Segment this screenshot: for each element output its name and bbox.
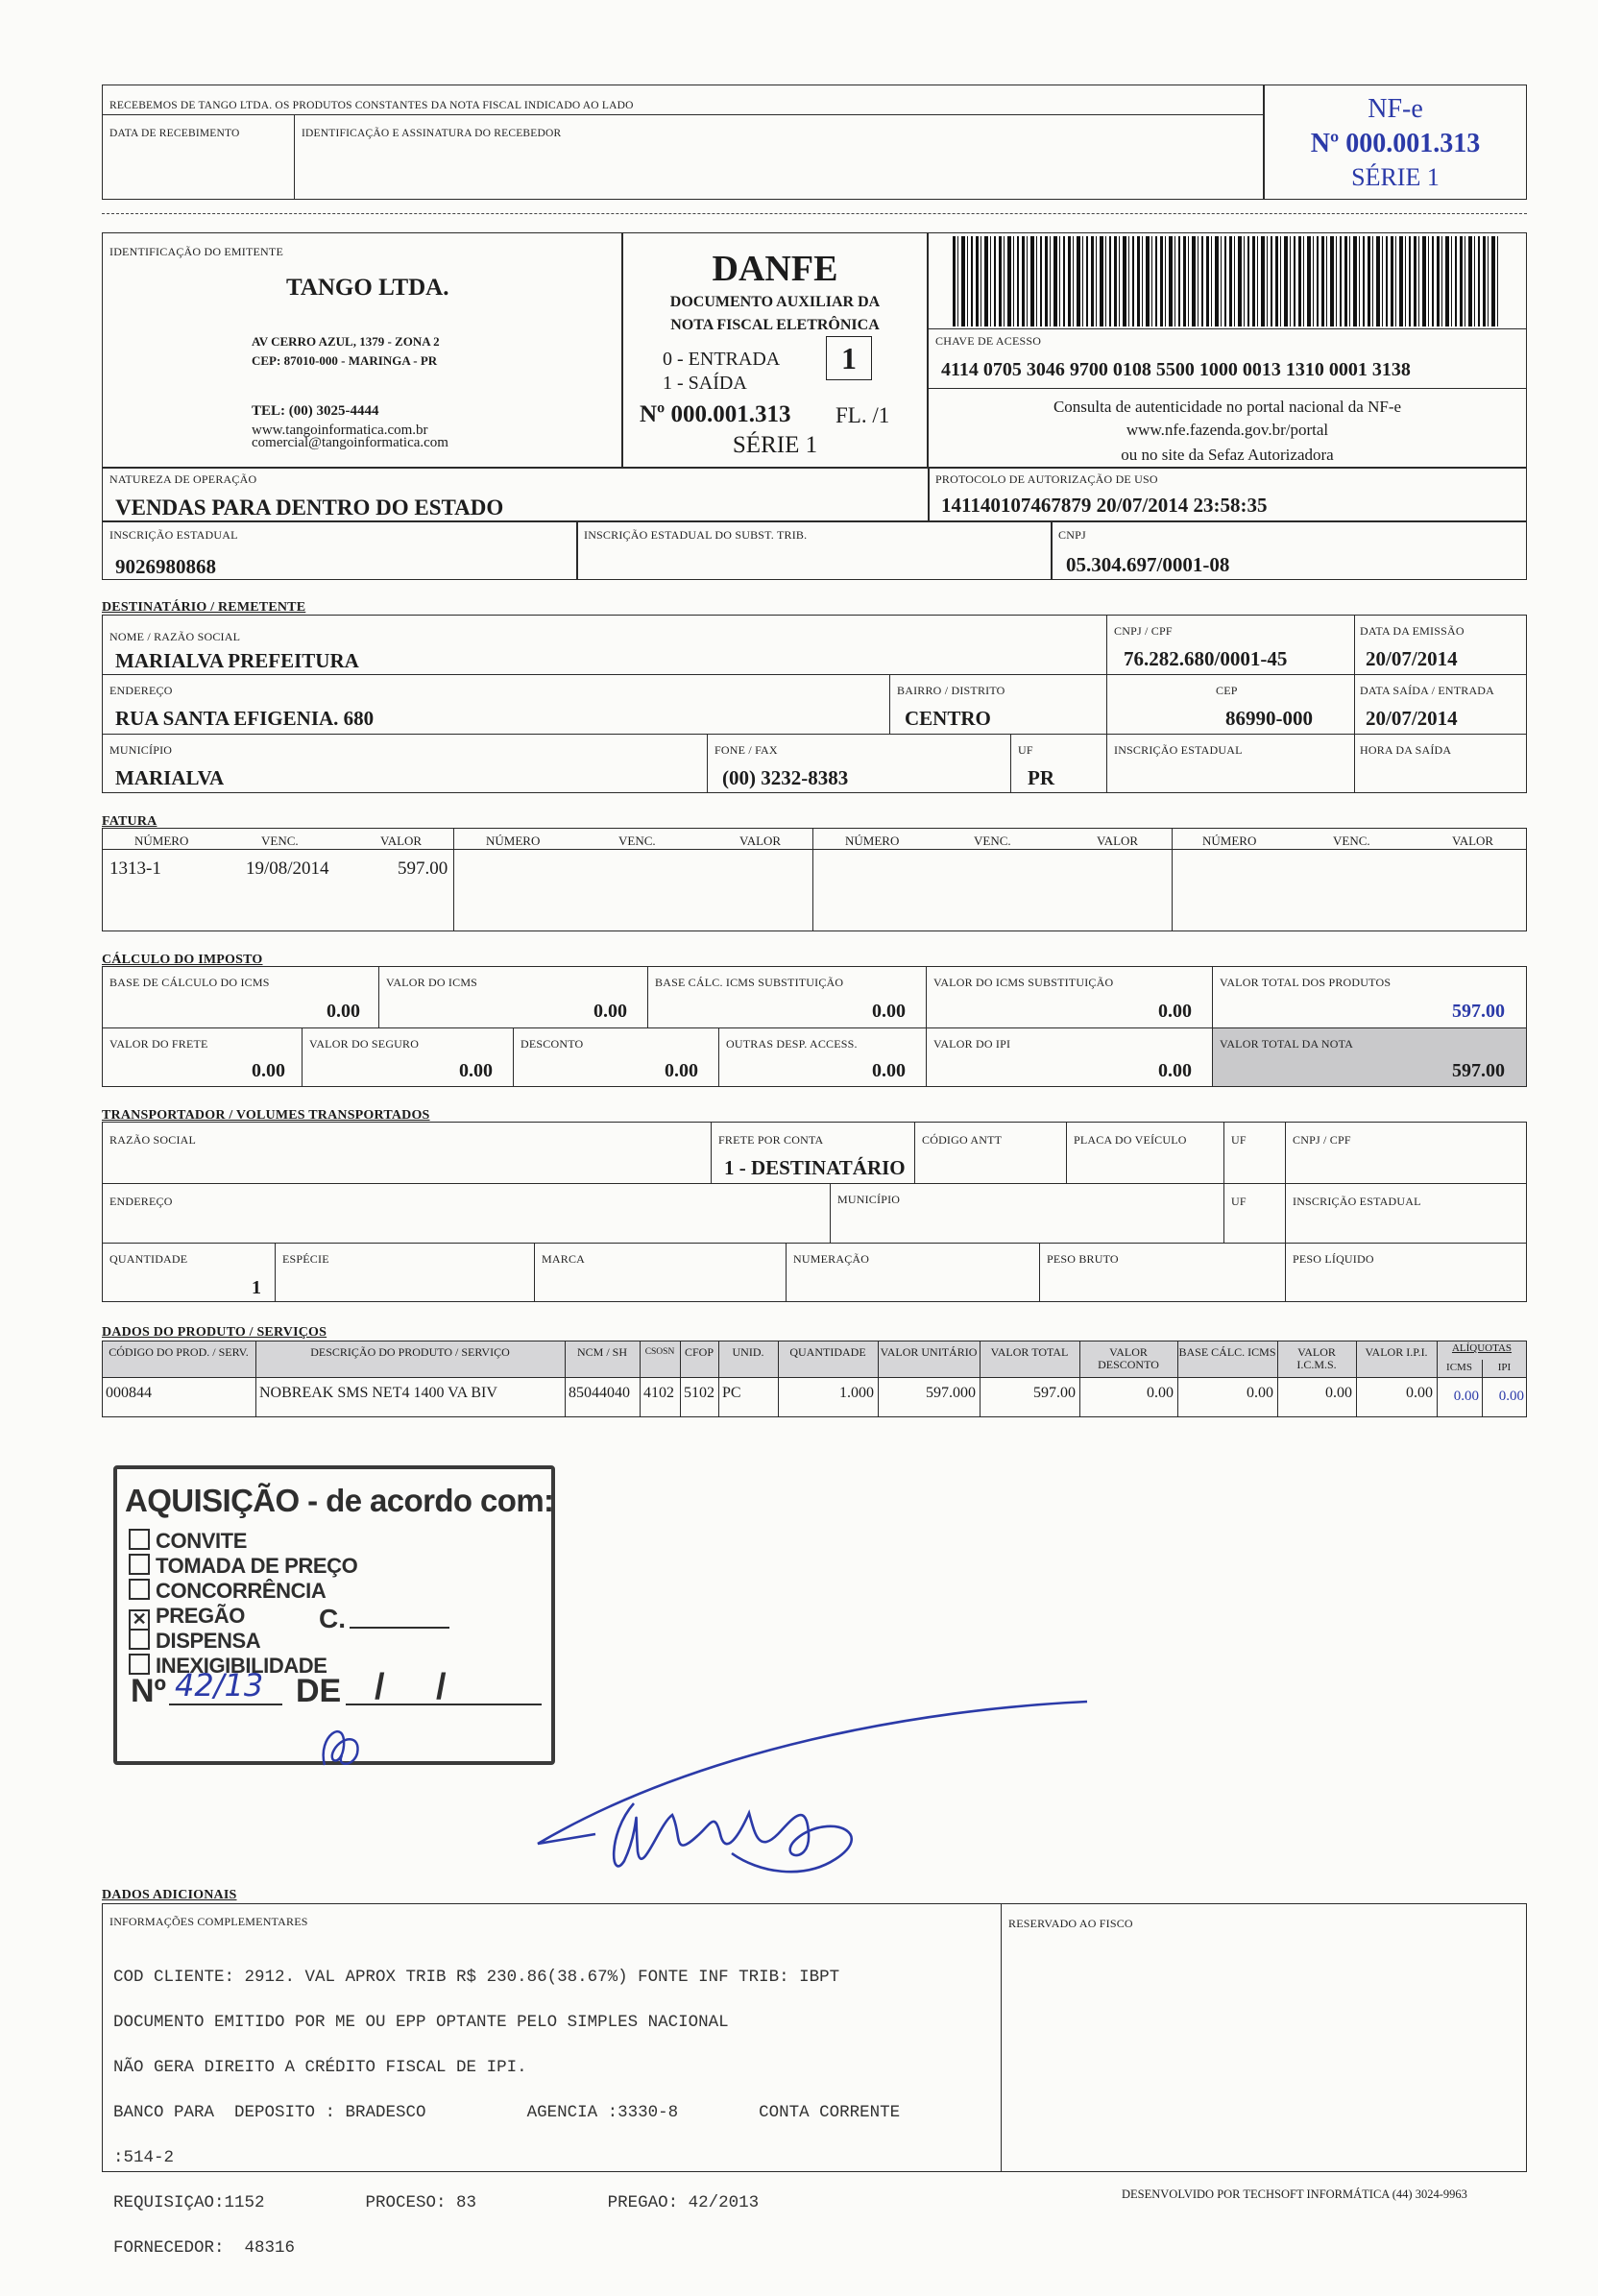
chave-consulta-1: Consulta de autenticidade no portal nacional da NF-e	[1053, 398, 1402, 416]
produtos-cell-descricao: NOBREAK SMS NET4 1400 VA BIV	[259, 1385, 497, 1401]
trans-cnpj-label: CNPJ / CPF	[1293, 1133, 1351, 1147]
carimbo-item	[129, 1529, 247, 1554]
carimbo-item	[129, 1579, 326, 1604]
dest-cnpj-label: CNPJ / CPF	[1114, 624, 1173, 638]
transportador-section: TRANSPORTADOR / VOLUMES TRANSPORTADOS	[102, 1108, 430, 1123]
trans-uf2-label: UF	[1231, 1195, 1247, 1208]
carimbo-item-label: CONCORRÊNCIA	[156, 1579, 327, 1603]
carimbo-c-label: C.	[319, 1604, 346, 1633]
checkbox-icon	[129, 1554, 150, 1575]
footer: DESENVOLVIDO POR TECHSOFT INFORMÁTICA (44) 3024-9963	[1122, 2187, 1467, 2201]
adicionais-info-label: INFORMAÇÕES COMPLEMENTARES	[109, 1915, 308, 1928]
trans-v-5	[1285, 1122, 1286, 1302]
trans-endereco-label: ENDEREÇO	[109, 1195, 173, 1208]
canhoto-nfe: NF-e	[1368, 94, 1423, 124]
dest-nome: MARIALVA PREFEITURA	[115, 649, 359, 672]
bc-icms: 0.00	[327, 1001, 360, 1022]
dest-v-6	[1106, 734, 1107, 793]
dest-row-line-2	[102, 734, 1527, 735]
adicionais-divider	[1001, 1903, 1002, 2172]
checkbox-icon	[129, 1579, 150, 1600]
adicionais-line-4: BANCO PARA DEPOSITO : BRADESCO AGENCIA :3330-8 CONTA CORRENTE	[113, 2102, 901, 2122]
imposto-v-b	[647, 966, 648, 1027]
chave-divider-1	[928, 328, 1527, 329]
desconto: 0.00	[665, 1060, 698, 1081]
dest-municipio-label: MUNICÍPIO	[109, 743, 173, 757]
produtos-header-cfop: CFOP	[684, 1345, 714, 1359]
canhoto-serie: SÉRIE 1	[1351, 163, 1440, 191]
natureza-label: NATUREZA DE OPERAÇÃO	[109, 472, 257, 486]
produtos-cell-a-icms: 0.00	[1453, 1389, 1479, 1404]
trans-v-3	[1066, 1122, 1067, 1183]
produtos-header-unid: UNID.	[732, 1345, 764, 1359]
produtos-cell-v-icms: 0.00	[1325, 1385, 1352, 1401]
emitente-tel: TEL: (00) 3025-4444	[252, 403, 379, 419]
produtos-header-unitario: VALOR UNITÁRIO	[880, 1345, 978, 1359]
danfe-numero: Nº 000.001.313	[640, 401, 791, 427]
carimbo-title: AQUISIÇÃO - de acordo com:	[125, 1483, 554, 1518]
chave-value: 4114 0705 3046 9700 0108 5500 1000 0013 1310 0001 3138	[941, 359, 1411, 380]
chave-consulta-3: ou no site da Sefaz Autorizadora	[1121, 446, 1334, 464]
carimbo-date-slash-1: /	[375, 1667, 385, 1707]
carimbo-de-label: DE	[296, 1673, 342, 1709]
emitente-nome: TANGO LTDA.	[286, 275, 449, 301]
checkbox-icon	[129, 1529, 150, 1550]
adicionais-line-1: COD CLIENTE: 2912. VAL APROX TRIB R$ 230.86(38.67%) FONTE INF TRIB: IBPT	[113, 1967, 840, 1987]
produtos-header-a-icms: ICMS	[1446, 1362, 1472, 1373]
dest-uf: PR	[1028, 766, 1054, 789]
dest-fone-label: FONE / FAX	[714, 743, 778, 757]
total-nota: 597.00	[1452, 1060, 1505, 1081]
fatura-numero: 1313-1	[109, 858, 161, 879]
cnpj-emit-value: 05.304.697/0001-08	[1066, 553, 1230, 576]
trans-v-8	[534, 1243, 535, 1302]
produtos-cell-unitario: 597.000	[926, 1385, 976, 1401]
canhoto-identificacao-label: IDENTIFICAÇÃO E ASSINATURA DO RECEBEDOR	[302, 128, 562, 139]
fatura-v-1	[453, 828, 454, 931]
fatura-v-2	[812, 828, 813, 931]
emitente-cep: CEP: 87010-000 - MARINGA - PR	[252, 353, 438, 368]
chave-label: CHAVE DE ACESSO	[935, 334, 1042, 348]
fatura-h-valor-2: VALOR	[739, 834, 782, 848]
fatura-h-1	[102, 849, 1527, 850]
dest-cep: 86990-000	[1225, 707, 1313, 730]
canhoto-recebemos: RECEBEMOS DE TANGO LTDA. OS PRODUTOS CONSTANTES DA NOTA FISCAL INDICADO AO LADO	[109, 100, 634, 111]
carimbo-numero-line	[169, 1704, 282, 1705]
produtos-cell-unid: PC	[722, 1385, 741, 1401]
protocolo-value: 141140107467879 20/07/2014 23:58:35	[941, 494, 1268, 517]
fatura-venc: 19/08/2014	[246, 858, 329, 879]
trans-peso-bruto-label: PESO BRUTO	[1047, 1252, 1119, 1266]
imposto-v-a	[378, 966, 379, 1027]
produtos-header-quantidade: QUANTIDADE	[789, 1345, 866, 1359]
trans-v-2	[914, 1122, 915, 1183]
carimbo-date-slash-2: /	[436, 1667, 447, 1707]
danfe-subtitle-1: DOCUMENTO AUXILIAR DA	[669, 294, 881, 310]
total-nota-label: VALOR TOTAL DA NOTA	[1220, 1037, 1354, 1051]
produtos-header-line	[102, 1377, 1527, 1378]
produtos-cell-a-ipi: 0.00	[1498, 1389, 1524, 1404]
carimbo-item	[129, 1604, 245, 1631]
dest-municipio: MARIALVA	[115, 766, 225, 789]
carimbo-c-line	[350, 1627, 449, 1629]
produtos-header-v-ipi: VALOR I.P.I.	[1365, 1345, 1428, 1359]
dest-bairro-label: BAIRRO / DISTRITO	[897, 684, 1005, 697]
fatura-h-numero-2: NÚMERO	[486, 834, 541, 848]
produtos-cell-codigo: 000844	[106, 1385, 152, 1401]
dest-emissao-label: DATA DA EMISSÃO	[1360, 624, 1465, 638]
trans-peso-liquido-label: PESO LÍQUIDO	[1293, 1252, 1374, 1266]
natureza-value: VENDAS PARA DENTRO DO ESTADO	[115, 495, 504, 520]
chave-consulta-2: www.nfe.fazenda.gov.br/portal	[1126, 421, 1329, 439]
trans-marca-label: MARCA	[542, 1252, 586, 1266]
emitente-label: IDENTIFICAÇÃO DO EMITENTE	[109, 245, 283, 258]
dest-row-line-1	[102, 674, 1527, 675]
produtos-cell-csosn: 4102	[643, 1385, 674, 1401]
canhoto-divider-h	[102, 114, 1264, 115]
produtos-header-aliquotas: ALÍQUOTAS	[1451, 1342, 1513, 1354]
fatura-h-valor-4: VALOR	[1452, 834, 1494, 848]
trans-h-2	[102, 1243, 1527, 1244]
ipi: 0.00	[1158, 1060, 1192, 1081]
icms: 0.00	[593, 1001, 627, 1022]
produtos-section: DADOS DO PRODUTO / SERVIÇOS	[102, 1325, 327, 1340]
danfe-subtitle-2: NOTA FISCAL ELETRÔNICA	[670, 317, 880, 333]
icms-st: 0.00	[1158, 1001, 1192, 1022]
desconto-label: DESCONTO	[521, 1037, 584, 1051]
ipi-label: VALOR DO IPI	[933, 1037, 1011, 1051]
carimbo-item-label: PREGÃO	[156, 1604, 245, 1628]
dest-cnpj: 76.282.680/0001-45	[1124, 647, 1288, 670]
trans-uf-label: UF	[1231, 1133, 1247, 1147]
barcode	[953, 236, 1498, 326]
trans-v-7	[275, 1243, 276, 1302]
imposto-v-g	[718, 1027, 719, 1087]
trans-placa-label: PLACA DO VEÍCULO	[1074, 1133, 1187, 1147]
dest-v-1	[1106, 615, 1107, 734]
produtos-header-descricao: DESCRIÇÃO DO PRODUTO / SERVIÇO	[310, 1345, 510, 1359]
danfe-entrada: 0 - ENTRADA	[663, 349, 781, 370]
dest-v-2	[1354, 615, 1355, 793]
bc-st: 0.00	[872, 1001, 906, 1022]
canhoto-numero: Nº 000.001.313	[1310, 129, 1481, 158]
carimbo-numero-label: Nº	[131, 1673, 166, 1709]
adicionais-fisco-label: RESERVADO AO FISCO	[1008, 1917, 1133, 1930]
dest-v-5	[1010, 734, 1011, 793]
adicionais-text	[113, 1944, 900, 2283]
imposto-section: CÁLCULO DO IMPOSTO	[102, 953, 263, 967]
trans-ie-label: INSCRIÇÃO ESTADUAL	[1293, 1195, 1421, 1208]
produtos-cell-desconto: 0.00	[1147, 1385, 1174, 1401]
emitente-endereco: AV CERRO AZUL, 1379 - ZONA 2	[252, 334, 440, 349]
carimbo-numero: 42/13	[175, 1667, 264, 1704]
checkbox-icon	[129, 1629, 150, 1650]
produtos-header-desconto: VALOR DESCONTO	[1098, 1345, 1159, 1371]
trans-municipio-label: MUNICÍPIO	[837, 1193, 901, 1206]
adicionais-line-2: DOCUMENTO EMITIDO POR ME OU EPP OPTANTE PELO SIMPLES NACIONAL	[113, 2012, 729, 2032]
icms-st-label: VALOR DO ICMS SUBSTITUIÇÃO	[933, 976, 1114, 989]
fatura-h-valor-3: VALOR	[1097, 834, 1139, 848]
dest-fone: (00) 3232-8383	[722, 766, 849, 789]
produtos-header-csosn: CSOSN	[644, 1347, 675, 1357]
fatura-h-venc-3: VENC.	[974, 834, 1011, 848]
adicionais-line-7: FORNECEDOR: 48316	[113, 2237, 296, 2258]
dest-v-4	[707, 734, 708, 793]
frete-label: VALOR DO FRETE	[109, 1037, 208, 1051]
icms-label: VALOR DO ICMS	[386, 976, 478, 989]
produtos-cell-bc-icms: 0.00	[1247, 1385, 1273, 1401]
emitente-site: www.tangoinformatica.com.br	[252, 423, 428, 438]
frete: 0.00	[252, 1060, 285, 1081]
protocolo-label: PROTOCOLO DE AUTORIZAÇÃO DE USO	[935, 472, 1158, 486]
trans-v-9	[786, 1243, 787, 1302]
fatura-h-venc-4: VENC.	[1333, 834, 1370, 848]
outras-label: OUTRAS DESP. ACCESS.	[726, 1037, 858, 1051]
canhoto-divider-v	[294, 114, 295, 200]
signature	[519, 1690, 1095, 1901]
imposto-v-d	[1212, 966, 1213, 1087]
imposto-v-e	[302, 1027, 303, 1087]
trans-quantidade: 1	[252, 1277, 261, 1298]
dest-emissao: 20/07/2014	[1366, 647, 1458, 670]
carimbo-item	[129, 1554, 357, 1579]
fatura-h-venc-2: VENC.	[618, 834, 656, 848]
dest-ie-label: INSCRIÇÃO ESTADUAL	[1114, 743, 1243, 757]
trans-v-10	[1039, 1243, 1040, 1302]
dest-uf-label: UF	[1018, 743, 1033, 757]
destinatario-section: DESTINATÁRIO / REMETENTE	[102, 600, 306, 615]
fatura-h-numero-4: NÚMERO	[1202, 834, 1257, 848]
carimbo-item-label: INEXIGIBILIDADE	[156, 1654, 327, 1678]
bc-icms-label: BASE DE CÁLCULO DO ICMS	[109, 976, 270, 989]
dest-bairro: CENTRO	[905, 707, 991, 730]
produtos-header-total: VALOR TOTAL	[990, 1345, 1069, 1359]
cnpj-emit-label: CNPJ	[1058, 528, 1086, 542]
carimbo-item-label: DISPENSA	[156, 1629, 261, 1653]
adicionais-section: DADOS ADICIONAIS	[102, 1888, 237, 1902]
fatura-h-numero-1: NÚMERO	[134, 834, 189, 848]
danfe-tipo-box: 1	[826, 336, 872, 380]
trans-quantidade-label: QUANTIDADE	[109, 1252, 188, 1266]
fatura-h-venc-1: VENC.	[261, 834, 299, 848]
fatura-section: FATURA	[102, 814, 157, 829]
fatura-h-valor-1: VALOR	[380, 834, 423, 848]
danfe-folha: FL. /1	[835, 403, 890, 427]
carimbo-item-label: TOMADA DE PREÇO	[156, 1554, 358, 1578]
produtos-cell-quantidade: 1.000	[839, 1385, 874, 1401]
trans-razao-label: RAZÃO SOCIAL	[109, 1133, 197, 1147]
adicionais-line-3: NÃO GERA DIREITO A CRÉDITO FISCAL DE IPI.	[113, 2057, 527, 2077]
produtos-cell-cfop: 5102	[684, 1385, 714, 1401]
ie-value: 9026980868	[115, 555, 216, 578]
produtos-cell-v-ipi: 0.00	[1406, 1385, 1433, 1401]
carimbo-item	[129, 1629, 260, 1654]
trans-v-6	[830, 1183, 831, 1243]
dest-endereco-label: ENDEREÇO	[109, 684, 173, 697]
trans-especie-label: ESPÉCIE	[282, 1252, 329, 1266]
produtos-cell-ncm: 85044040	[569, 1385, 630, 1401]
produtos-header-codigo: CÓDIGO DO PROD. / SERV.	[109, 1345, 249, 1359]
produtos-header-bc-icms: BASE CÁLC. ICMS	[1178, 1345, 1276, 1359]
trans-frete-label: FRETE POR CONTA	[718, 1133, 824, 1147]
trans-antt-label: CÓDIGO ANTT	[922, 1133, 1003, 1147]
adicionais-line-6: REQUISIÇAO:1152 PROCESO: 83 PREGAO: 42/2013	[113, 2192, 760, 2212]
transportador-box	[102, 1122, 1527, 1302]
bc-st-label: BASE CÁLC. ICMS SUBSTITUIÇÃO	[655, 976, 844, 989]
carimbo-item-label: CONVITE	[156, 1529, 247, 1553]
dest-nome-label: NOME / RAZÃO SOCIAL	[109, 630, 241, 643]
fatura-v-3	[1172, 828, 1173, 931]
outras: 0.00	[872, 1060, 906, 1081]
canhoto-data-recebimento-label: DATA DE RECEBIMENTO	[109, 128, 240, 139]
produtos-header-a-ipi: IPI	[1497, 1362, 1512, 1373]
dest-endereco: RUA SANTA EFIGENIA. 680	[115, 707, 375, 730]
total-prod-label: VALOR TOTAL DOS PRODUTOS	[1220, 976, 1392, 989]
emitente-email: comercial@tangoinformatica.com	[252, 435, 448, 450]
adicionais-line-5: :514-2	[113, 2147, 175, 2167]
trans-frete: 1 - DESTINATÁRIO	[724, 1156, 906, 1179]
trans-h-1	[102, 1183, 1527, 1184]
danfe-serie: SÉRIE 1	[732, 432, 818, 458]
dest-saida-label: DATA SAÍDA / ENTRADA	[1360, 684, 1495, 697]
trans-v-4	[1223, 1122, 1224, 1243]
produtos-header-ncm: NCM / SH	[576, 1345, 627, 1359]
dest-hora-label: HORA DA SAÍDA	[1360, 743, 1452, 757]
fatura-box	[102, 828, 1527, 931]
dest-saida: 20/07/2014	[1366, 707, 1458, 730]
trans-v-1	[711, 1122, 712, 1183]
carimbo-initials	[288, 1707, 423, 1784]
checked-box-icon: ✕	[129, 1609, 150, 1631]
seguro: 0.00	[459, 1060, 493, 1081]
produtos-header-v-icms: VALOR I.C.M.S.	[1296, 1345, 1337, 1371]
ie-label: INSCRIÇÃO ESTADUAL	[109, 528, 238, 542]
dest-v-3	[889, 674, 890, 734]
ie-st-label: INSCRIÇÃO ESTADUAL DO SUBST. TRIB.	[584, 528, 808, 542]
produtos-cell-total: 597.00	[1033, 1385, 1076, 1401]
danfe-saida: 1 - SAÍDA	[663, 373, 747, 394]
fatura-valor: 597.00	[398, 858, 448, 879]
danfe-title: DANFE	[712, 249, 838, 289]
seguro-label: VALOR DO SEGURO	[309, 1037, 420, 1051]
trans-numeracao-label: NUMERAÇÃO	[793, 1252, 870, 1266]
imposto-v-c	[926, 966, 927, 1087]
checkbox-icon	[129, 1654, 150, 1675]
imposto-h	[102, 1027, 1527, 1028]
imposto-v-f	[513, 1027, 514, 1087]
total-prod: 597.00	[1452, 1001, 1505, 1022]
dest-cep-label: CEP	[1216, 684, 1238, 697]
fatura-h-numero-3: NÚMERO	[845, 834, 900, 848]
chave-divider-2	[928, 388, 1527, 389]
canhoto-cut-line	[102, 213, 1527, 214]
